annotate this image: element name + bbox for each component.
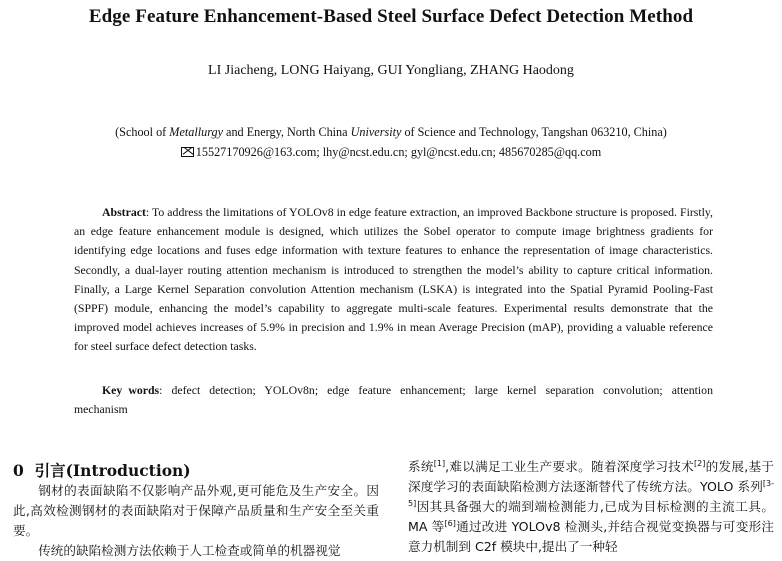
body-right-column — [408, 457, 774, 557]
text-run: 的发展,基于深度学习的表面缺陷检测方法逐渐替代了传统方法。 — [408, 459, 774, 494]
affiliation-mid-2: of Science and Technology, Tangshan 063210, China) — [401, 125, 667, 139]
author-list: LI Jiacheng, LONG Haiyang, GUI Yongliang, ZHANG Haodong — [208, 63, 574, 78]
keywords-label: Key words — [102, 383, 160, 397]
keywords — [74, 381, 713, 419]
section-number: 0 — [13, 461, 24, 480]
abstract-label: Abstract — [102, 205, 146, 219]
citation-ref: [3-5] — [408, 478, 775, 508]
intro-paragraph-2: 传统的缺陷检测方法依赖于人工检查或简单的机器视觉 — [38, 543, 341, 558]
abstract-text: To address the limitations of YOLOv8 in edge feature extraction, an improved Backbone structure is proposed. Firstly, an edge feature enhancement module is designed, which utilizes the Sobel operator to compute image brightness gradients for identifying edge locations and fuses edge information with texture features to enhance the representation of image characteristics. Secondly, a dual-layer routing attention mechanism is introduced to strengthen the model’s ability to capture critical information. Finally, a Large Kernel Separation convolution Attention mechanism (LSKA) is integrated into the Spatial Pyramid Pooling-Fast (SPPF) module, enhancing the model’s capability to aggregate multi-scale features. Experimental results demonstrate that the improved model achieves increases of 5.9% in precision and 1.9% in mean Average Precision (mAP), providing a valuable reference for steel surface defect detection tasks. — [74, 205, 713, 354]
affiliation-italic-2: University — [350, 125, 402, 139]
text-run: YOLO 系列 — [700, 479, 763, 494]
text-run: ,难以满足工业生产要求。随着深度学习技术 — [445, 459, 694, 474]
contact-emails — [0, 145, 782, 160]
affiliation — [0, 125, 782, 140]
affiliation-mid-1: and Energy, North China — [223, 125, 351, 139]
keywords-text: defect detection; YOLOv8n; edge feature enhancement; large kernel separation convolution; attention mechanism — [74, 383, 713, 417]
paper-title: Edge Feature Enhancement-Based Steel Surface Defect Detection Method — [88, 6, 694, 27]
citation-ref: [2] — [693, 458, 706, 468]
text-run: 系统 — [408, 459, 434, 474]
envelope-icon — [181, 147, 194, 157]
email-list: 15527170926@163.com; lhy@ncst.edu.cn; gyl@ncst.edu.cn; 485670285@qq.com — [195, 145, 602, 159]
text-run: 因其具备强大的端到端检测能力,已成为目标检测的主流工具。MA 等 — [408, 499, 774, 534]
affiliation-italic-1: Metallurgy — [169, 125, 223, 139]
citation-ref: [1] — [433, 458, 446, 468]
keywords-separator: : — [159, 383, 172, 397]
abstract-separator: : — [145, 205, 152, 219]
body-left-column — [13, 481, 379, 561]
abstract — [74, 203, 713, 357]
intro-paragraph-1: 钢材的表面缺陷不仅影响产品外观,更可能危及生产安全。因此,高效检测钢材的表面缺陷对于保障产品质量和生产安全至关重要。 — [13, 483, 379, 538]
section-title: 引言(Introduction) — [34, 461, 191, 480]
section-heading — [13, 459, 191, 481]
citation-ref: [6] — [444, 518, 456, 528]
intro-paragraph-continued — [408, 457, 774, 557]
text-run: 通过改进 YOLOv8 检测头,并结合视觉变换器与可变形注意力机制到 C2f 模块中,提出了一种轻 — [408, 519, 774, 554]
affiliation-open: (School of — [115, 125, 170, 139]
